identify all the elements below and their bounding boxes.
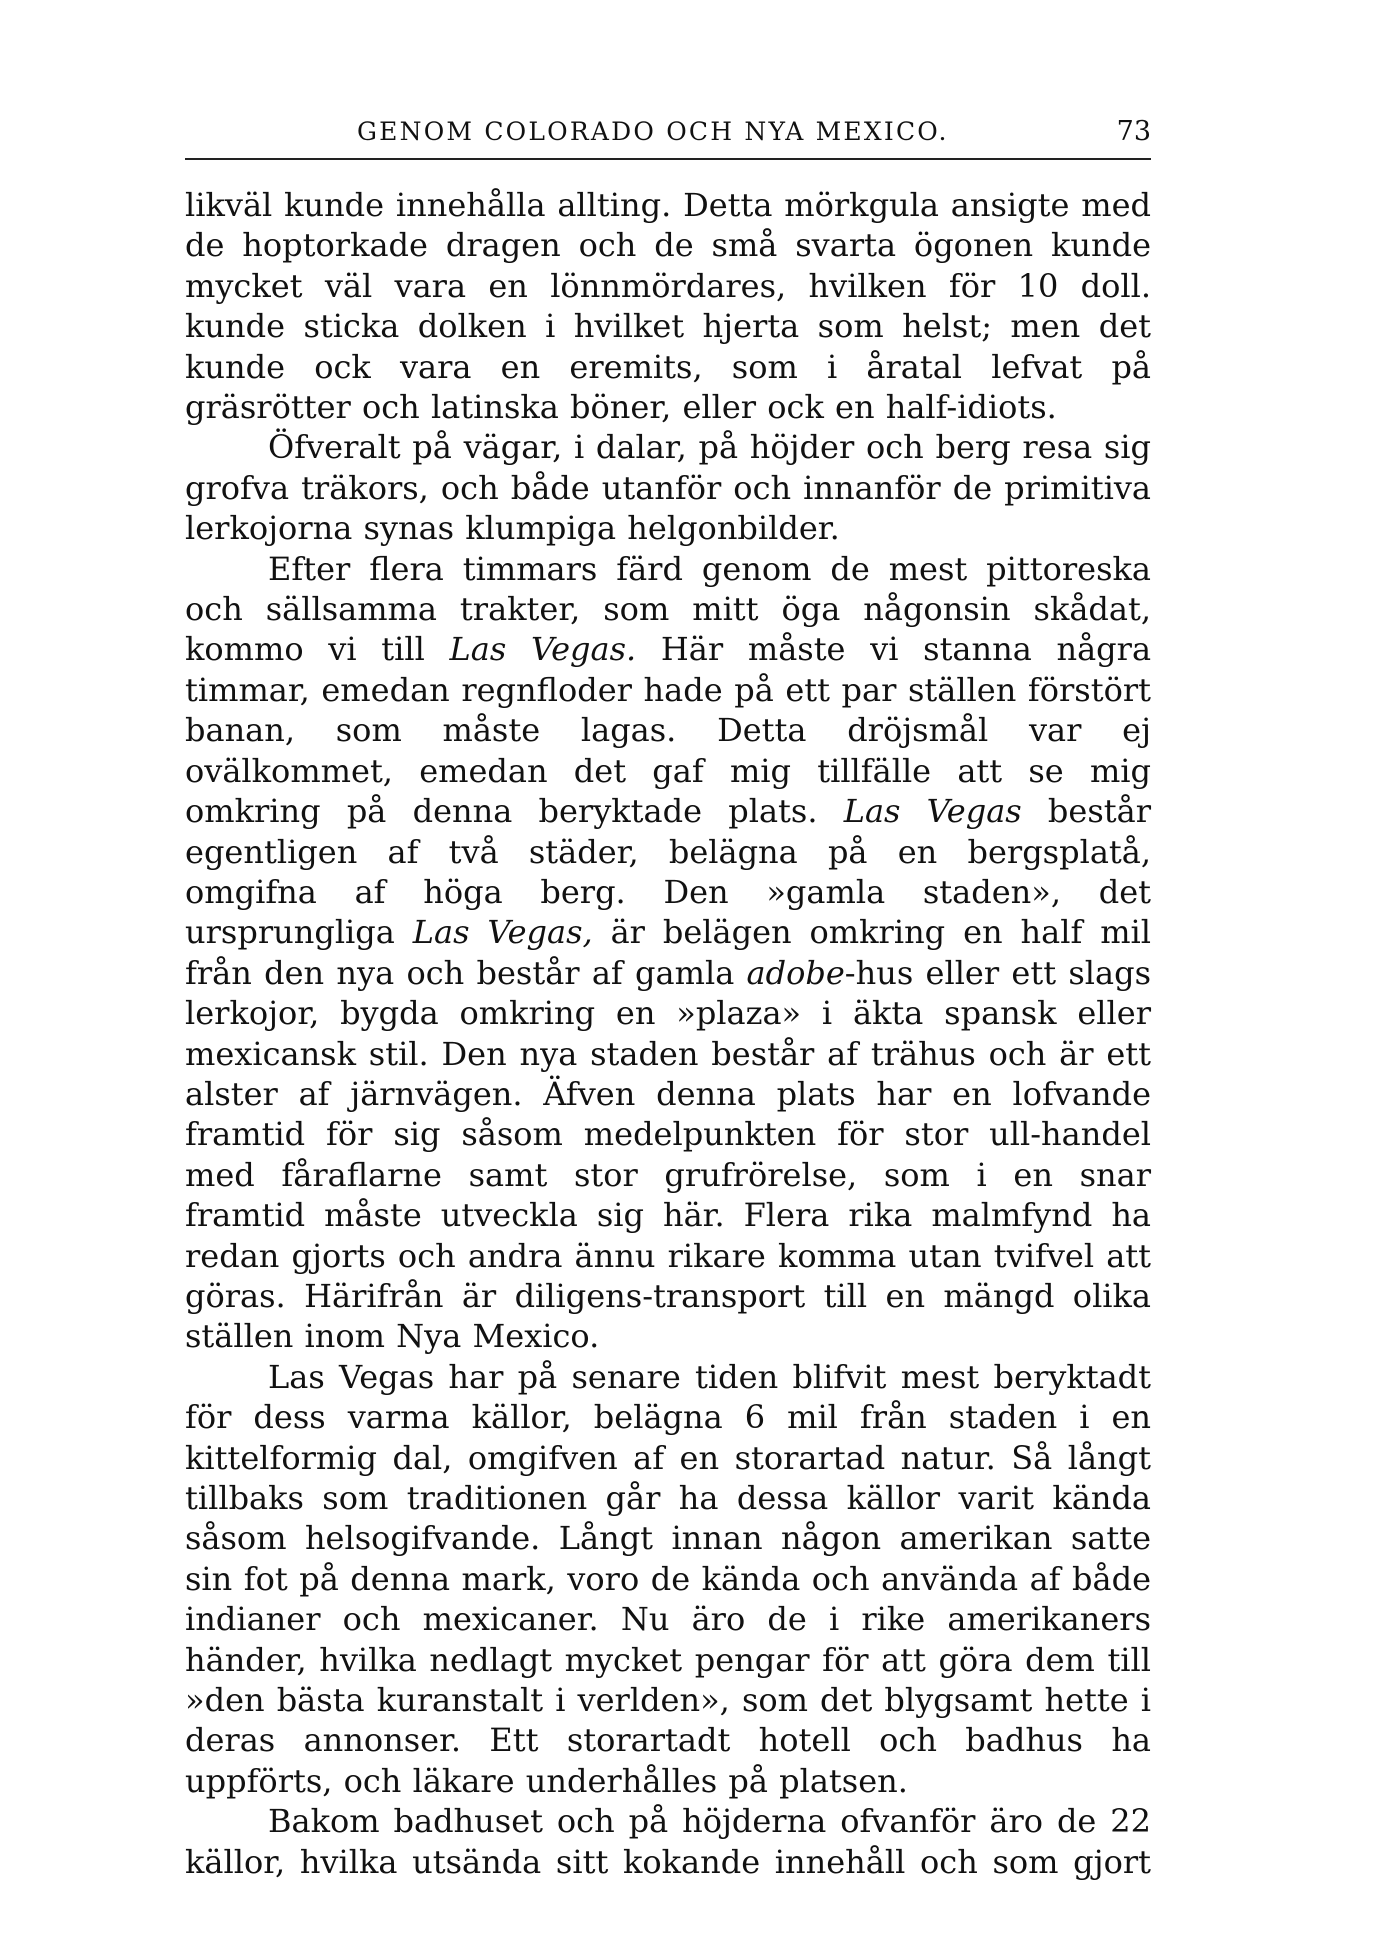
text-segment: -hus eller ett slags lerkojor, bygda omkring en »plaza» i äkta spansk eller mexicansk stil. Den nya staden består af trähus och är ett alster af järnvägen. Äfven denna plats har en lofvande framtid för sig såsom medelpunkten för stor ull-handel med fåraflarne samt stor grufrörelse, som i en snar framtid måste utveckla sig här. Flera rika malmfynd ha redan gjorts och andra ännu rikare komma utan tvifvel att göras. Härifrån är diligens-transport till en mängd olika ställen inom Nya Mexico. xyxy=(185,953,1152,1356)
paragraph-3 xyxy=(185,549,1151,1357)
paragraph-2 xyxy=(185,427,1151,548)
text-segment: Efter flera timmars färd genom de mest pittoreska och sällsamma trakter, som mitt öga någonsin skådat, kommo vi till xyxy=(185,549,1151,669)
page-number: 73 xyxy=(1116,116,1151,147)
italic-place-name: Las Vegas. xyxy=(449,630,637,669)
body-text xyxy=(185,185,1151,1882)
text-segment: är belägen omkring en half mil från den nya och består af gamla xyxy=(185,913,1151,992)
paragraph-5 xyxy=(185,1801,1151,1882)
text-segment: Här måste vi stanna några timmar, emedan regnfloder hade på ett par ställen förstört banan, som måste lagas. Detta dröjsmål var ej ovälkommet, emedan det gaf mig tillfälle att se mig omkring på denna beryktade plats. xyxy=(185,630,1152,831)
paragraph-1 xyxy=(185,185,1151,427)
paragraph-4 xyxy=(185,1357,1151,1801)
italic-place-name: Las Vegas xyxy=(843,792,1022,831)
text-segment: Las Vegas har på senare tiden blifvit mest beryktadt för dess varma källor, belägna 6 mil från staden i en kittelformig dal, omgifven af en storartad natur. Så långt tillbaks som traditionen går ha dessa källor varit kända såsom helsogifvande. Långt innan någon amerikan satte sin fot på denna mark, voro de kända och använda af både indianer och mexicaner. Nu äro de i rike amerikaners händer, hvilka nedlagt mycket pengar för att göra dem till »den bästa kuranstalt i verlden», som det blygsamt hette i deras annonser. Ett storartadt hotell och badhus ha uppförts, och läkare underhålles på platsen. xyxy=(185,1357,1151,1800)
text-segment: består egentligen af två städer, belägna på en bergsplatå, omgifna af höga berg. Den »gamla staden», det ursprungliga xyxy=(185,792,1152,952)
text-segment: Öfveralt på vägar, i dalar, på höjder och berg resa sig grofva träkors, och både utanför och innanför de primitiva lerkojorna synas klumpiga helgonbilder. xyxy=(185,428,1151,548)
text-segment: Bakom badhuset och på höjderna ofvanför äro de 22 källor, hvilka utsända sitt kokande innehåll och som gjort xyxy=(185,1802,1151,1881)
text-segment: likväl kunde innehålla allting. Detta mörkgula ansigte med de hoptorkade dragen och de små svarta ögonen kunde mycket väl vara en lönnmördares, hvilken för 10 doll. kunde sticka dolken i hvilket hjerta som helst; men det kunde ock vara en eremits, som i åratal lefvat på gräsrötter och latinska böner, eller ock en half-idiots. xyxy=(185,186,1151,427)
running-title: GENOM COLORADO OCH NYA MEXICO. xyxy=(357,117,949,146)
italic-place-name: Las Vegas, xyxy=(412,913,593,952)
italic-term: adobe xyxy=(746,953,845,992)
page-header xyxy=(185,112,1151,160)
